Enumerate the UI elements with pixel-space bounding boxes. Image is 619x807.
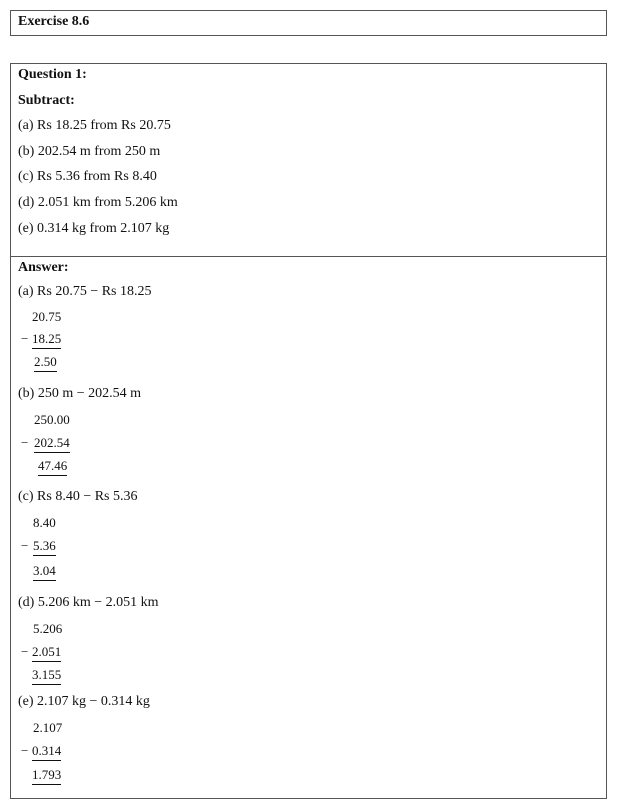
subtrahend: 0.314 [32,743,61,761]
exercise-header [10,10,607,36]
minuend: 20.75 [32,309,62,324]
subtrahend: 202.54 [34,435,70,453]
question-item-c: (c) Rs 5.36 from Rs 8.40 [18,169,157,184]
subtrahend: 2.051 [32,644,61,662]
section-divider [11,256,606,257]
answer-heading-d: (d) 5.206 km − 2.051 km [18,595,159,610]
answer-heading-c: (c) Rs 8.40 − Rs 5.36 [18,489,138,504]
subtrahend: 18.25 [32,331,61,349]
result: 2.50 [34,354,57,372]
calc-block-e [18,720,98,788]
calc-block-a [18,309,98,377]
minuend: 8.40 [33,515,56,530]
minuend: 5.206 [33,621,63,636]
result: 1.793 [32,767,61,785]
minus-sign: − [21,331,29,346]
question-item-d: (d) 2.051 km from 5.206 km [18,195,178,210]
answer-heading-b: (b) 250 m − 202.54 m [18,386,141,401]
question-item-a: (a) Rs 18.25 from Rs 20.75 [18,118,171,133]
question-answer-box [10,63,607,799]
answer-label: Answer: [18,260,69,275]
minus-sign: − [21,743,29,758]
answer-heading-e: (e) 2.107 kg − 0.314 kg [18,694,150,709]
calc-block-c [18,515,98,583]
question-instruction: Subtract: [18,93,75,108]
result: 47.46 [38,458,67,476]
result: 3.155 [32,667,61,685]
subtrahend: 5.36 [33,538,56,556]
result: 3.04 [33,563,56,581]
minuend: 250.00 [34,412,70,427]
calc-block-b [18,412,108,480]
question-item-e: (e) 0.314 kg from 2.107 kg [18,221,170,236]
calc-block-d [18,621,98,689]
minuend: 2.107 [33,720,63,735]
minus-sign: − [21,435,29,450]
minus-sign: − [21,538,29,553]
answer-heading-a: (a) Rs 20.75 − Rs 18.25 [18,284,152,299]
question-label: Question 1: [18,67,87,82]
question-item-b: (b) 202.54 m from 250 m [18,144,161,159]
minus-sign: − [21,644,29,659]
exercise-title: Exercise 8.6 [18,14,90,29]
